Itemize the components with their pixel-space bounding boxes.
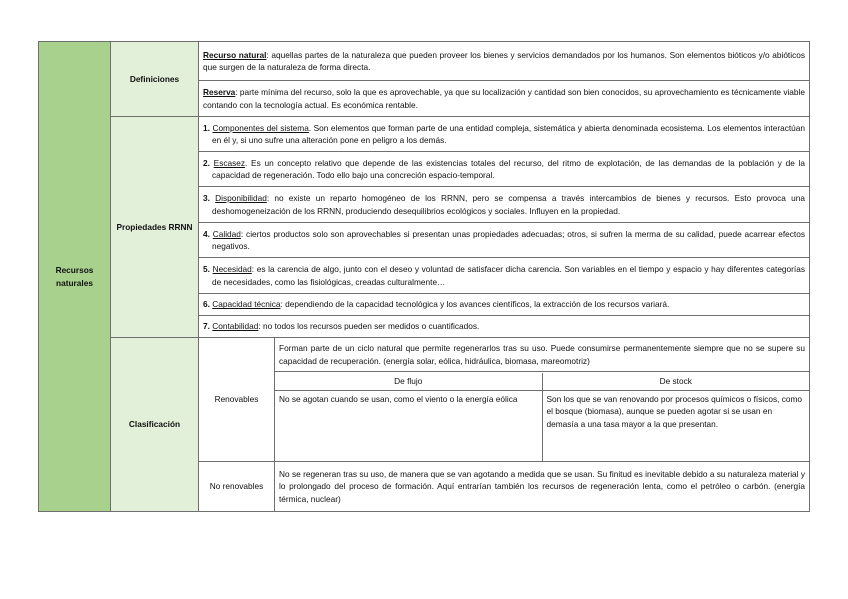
main-category-label: Recursos naturales — [39, 42, 111, 512]
propiedad-text: . Es un concepto relativo que depende de las existencias totales del recurso, del ritmo de explotación, de las demandas de la población y de la capacidad de regeneración. Todo ello bajo una concreción espacio-temporal. — [212, 157, 805, 180]
propiedad-item: 2. Escasez. Es un concepto relativo que depende de las existencias totales del recurso, del ritmo de explotación, de las demandas de la población y de la capacidad de regeneración. Todo ello bajo una concreción espacio-temporal. — [199, 152, 810, 187]
propiedad-term: Componentes del sistema — [212, 122, 309, 133]
definicion-reserva — [199, 81, 810, 117]
definition-text: : aquellas partes de la naturaleza que pueden proveer los bienes y servicios demandados por los humanos. Son elementos bióticos y/o abióticos que surgen de la naturaleza de forma directa. — [203, 49, 805, 72]
propiedad-term: Disponibilidad — [215, 193, 267, 204]
de-stock-text: Son los que se van renovando por procesos químicos o físicos, como el bosque (biomasa), aunque se pueden agotar si se usan en demasía a una tasa mayor a la que presentan. — [542, 391, 809, 461]
definicion-recurso-natural — [199, 42, 810, 81]
propiedad-term: Contabilidad — [212, 321, 259, 332]
no-renovables-label: No renovables — [199, 462, 275, 512]
renovables-description: Forman parte de un ciclo natural que permite regenerarlos tras su uso. Puede consumirse permanentemente siempre que no se supere su capacidad de recuperación. (energía solar, eólica, hidráulica, biomasa, mareomotriz) — [275, 338, 810, 372]
renovables-subtable — [275, 373, 809, 461]
propiedad-term: Calidad — [212, 228, 241, 239]
propiedad-item: 7. Contabilidad: no todos los recursos pueden ser medidos o cuantificados. — [199, 316, 810, 338]
no-renovables-text: No se regeneran tras su uso, de manera que se van agotando a medida que se usan. Su finitud es inevitable debido a su naturaleza material y lo prolongado del proceso de formación. Aquí entrarían también los recursos de regeneración lenta, como el petróleo o carbón. (energía térmica, nuclear) — [275, 462, 810, 512]
renovables-subtypes — [275, 372, 810, 462]
propiedad-text: : dependiendo de la capacidad tecnológica y los avances científicos, la extracción de los recursos variará. — [280, 299, 670, 310]
propiedad-term: Capacidad técnica — [212, 299, 281, 310]
definition-text: : parte mínima del recurso, solo la que es aprovechable, ya que su localización y cantidad son bien conocidos, su aprovechamiento es técnicamente viable contando con la tecnología actual. Es económica rentable. — [203, 87, 805, 110]
propiedad-item: 1. Componentes del sistema. Son elementos que forman parte de una entidad compleja, sistemática y abierta denominada ecosistema. Los elementos interactúan en él y, si uno sufre una alteración pone en peligro a los demás. — [199, 117, 810, 152]
propiedad-item: 5. Necesidad: es la carencia de algo, junto con el deseo y voluntad de satisfacer dicha carencia. Son variables en el tiempo y espacio y hay diferentes categorías de necesidades, como las fisiológicas, creadas culturalmente… — [199, 258, 810, 294]
propiedad-text: : es la carencia de algo, junto con el deseo y voluntad de satisfacer dicha carencia. Son variables en el tiempo y espacio y hay diferentes categorías de necesidades, como las fisiológicas, creadas culturalmente… — [212, 264, 805, 287]
propiedad-text: : no todos los recursos pueden ser medidos o cuantificados. — [258, 321, 480, 332]
definition-term: Recurso natural — [203, 49, 267, 60]
propiedades-label: Propiedades RRNN — [111, 117, 199, 338]
definition-term: Reserva — [203, 87, 236, 98]
propiedad-item: 4. Calidad: ciertos productos solo son aprovechables si presentan unas propiedades adecuadas; otros, si sufren la merma de su calidad, puede acarrear efectos negativos. — [199, 223, 810, 258]
propiedad-text: : no existe un reparto homogéneo de los RRNN, pero se compensa a través intercambios de bienes y recursos. Esto provoca una deshomogeneización de los RRNN, produciendo desequilibrios ecológicos y sociales. Influyen en la propiedad. — [212, 193, 805, 216]
de-flujo-header: De flujo — [275, 373, 542, 391]
propiedad-text: : ciertos productos solo son aprovechables si presentan unas propiedades adecuadas; otros, si sufren la merma de su calidad, puede acarrear efectos negativos. — [212, 228, 805, 251]
renovables-label: Renovables — [199, 338, 275, 462]
de-flujo-text: No se agotan cuando se usan, como el viento o la energía eólica — [275, 391, 542, 461]
propiedad-text: . Son elementos que forman parte de una entidad compleja, sistemática y abierta denominada ecosistema. Los elementos interactúan en él y, si uno sufre una alteración pone en peligro a los demás. — [212, 122, 805, 145]
propiedad-item: 3. Disponibilidad: no existe un reparto homogéneo de los RRNN, pero se compensa a través intercambios de bienes y recursos. Esto provoca una deshomogeneización de los RRNN, produciendo desequilibrios ecológicos y sociales. Influyen en la propiedad. — [199, 187, 810, 223]
de-stock-header: De stock — [542, 373, 809, 391]
recursos-naturales-table — [38, 41, 810, 512]
definiciones-label: Definiciones — [111, 42, 199, 117]
propiedad-term: Necesidad — [212, 264, 252, 275]
propiedad-term: Escasez — [213, 157, 246, 168]
propiedad-item: 6. Capacidad técnica: dependiendo de la capacidad tecnológica y los avances científicos, la extracción de los recursos variará. — [199, 294, 810, 316]
clasificacion-label: Clasificación — [111, 338, 199, 512]
